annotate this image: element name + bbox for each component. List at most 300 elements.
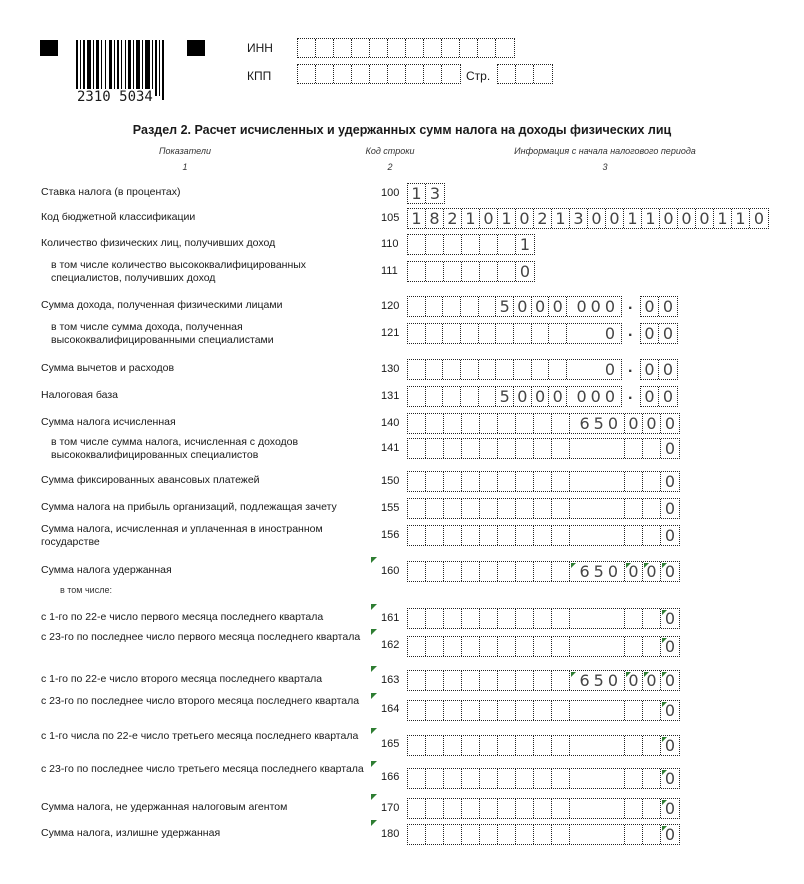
digit-cell[interactable]: 0	[549, 297, 567, 316]
value-field-162[interactable]	[407, 636, 680, 657]
digit-cell[interactable]	[643, 637, 661, 656]
digit-cell[interactable]: 1	[642, 209, 660, 228]
value-field-131[interactable]	[407, 386, 622, 407]
digit-cell[interactable]	[462, 736, 480, 755]
digit-cell[interactable]	[516, 609, 534, 628]
digit-cell[interactable]	[426, 701, 444, 720]
digit-cell[interactable]	[462, 671, 480, 690]
digit-cell[interactable]	[408, 637, 426, 656]
value-field-110[interactable]	[407, 234, 535, 255]
digit-cell[interactable]	[498, 472, 516, 491]
digit-cell[interactable]	[461, 297, 479, 316]
digit-cell[interactable]: 0	[625, 671, 643, 690]
digit-cell[interactable]	[480, 736, 498, 755]
digit-cell[interactable]	[480, 235, 498, 254]
digit-cell[interactable]	[643, 439, 661, 458]
digit-cell[interactable]	[479, 387, 497, 406]
value-field-166[interactable]	[407, 768, 680, 789]
digit-cell[interactable]	[426, 637, 444, 656]
digit-cell[interactable]	[498, 262, 516, 281]
digit-cell[interactable]	[424, 65, 442, 83]
digit-cell[interactable]	[516, 769, 534, 788]
digit-cell[interactable]: 0	[662, 387, 674, 406]
digit-cell[interactable]	[534, 825, 552, 844]
digit-cell[interactable]	[408, 414, 426, 433]
digit-cell[interactable]	[534, 736, 552, 755]
digit-cell[interactable]	[552, 439, 570, 458]
digit-cell[interactable]	[461, 360, 479, 379]
digit-cell[interactable]: 1	[408, 184, 426, 203]
digit-cell[interactable]: 0	[753, 209, 765, 228]
digit-cell[interactable]	[462, 769, 480, 788]
digit-cell[interactable]	[478, 39, 496, 57]
digit-cell[interactable]	[462, 562, 480, 581]
digit-cell[interactable]: 1	[552, 209, 570, 228]
digit-cell[interactable]	[480, 671, 498, 690]
digit-cell[interactable]	[479, 360, 497, 379]
digit-cell[interactable]	[460, 39, 478, 57]
digit-cell[interactable]	[406, 39, 424, 57]
value-field-120-kopecks[interactable]	[640, 296, 678, 317]
digit-cell[interactable]	[426, 262, 444, 281]
digit-cell[interactable]	[408, 360, 426, 379]
digit-cell[interactable]	[388, 65, 406, 83]
digit-cell[interactable]	[462, 499, 480, 518]
digit-cell[interactable]	[625, 701, 643, 720]
digit-cell[interactable]: 0	[664, 439, 676, 458]
digit-cell[interactable]	[625, 825, 643, 844]
digit-cell[interactable]	[516, 701, 534, 720]
digit-cell[interactable]	[444, 825, 462, 844]
digit-cell[interactable]	[480, 769, 498, 788]
digit-cell[interactable]	[534, 671, 552, 690]
value-field-130-kopecks[interactable]	[640, 359, 678, 380]
digit-cell[interactable]	[570, 637, 625, 656]
value-field-160[interactable]	[407, 561, 680, 582]
digit-cell[interactable]	[625, 769, 643, 788]
digit-cell[interactable]	[643, 769, 661, 788]
digit-cell[interactable]: 3	[429, 184, 441, 203]
digit-cell[interactable]	[643, 825, 661, 844]
value-field-155[interactable]	[407, 498, 680, 519]
digit-cell[interactable]	[498, 701, 516, 720]
digit-cell[interactable]	[426, 235, 444, 254]
digit-cell[interactable]	[444, 262, 462, 281]
digit-cell[interactable]	[479, 324, 497, 343]
digit-cell[interactable]	[552, 736, 570, 755]
digit-cell[interactable]	[534, 701, 552, 720]
digit-cell[interactable]	[516, 499, 534, 518]
digit-cell[interactable]	[426, 472, 444, 491]
digit-cell[interactable]	[643, 526, 661, 545]
digit-cell[interactable]: 0	[549, 387, 567, 406]
digit-cell[interactable]	[552, 609, 570, 628]
digit-cell[interactable]	[552, 499, 570, 518]
value-field-131-kopecks[interactable]	[640, 386, 678, 407]
digit-cell[interactable]	[516, 562, 534, 581]
digit-cell[interactable]: 3	[570, 209, 588, 228]
value-field-100[interactable]	[407, 183, 445, 204]
digit-cell[interactable]: 0	[514, 297, 532, 316]
value-field-105[interactable]	[407, 208, 769, 229]
digit-cell[interactable]: 000	[576, 387, 620, 406]
digit-cell[interactable]	[444, 472, 462, 491]
digit-cell[interactable]	[498, 609, 516, 628]
digit-cell[interactable]: 0	[662, 324, 674, 343]
digit-cell[interactable]	[516, 825, 534, 844]
digit-cell[interactable]: 1	[408, 209, 426, 228]
digit-cell[interactable]	[516, 65, 534, 83]
digit-cell[interactable]: 0	[480, 209, 498, 228]
digit-cell[interactable]	[498, 799, 516, 818]
digit-cell[interactable]	[462, 472, 480, 491]
value-field-156[interactable]	[407, 525, 680, 546]
digit-cell[interactable]	[426, 324, 444, 343]
digit-cell[interactable]	[516, 472, 534, 491]
digit-cell[interactable]	[552, 825, 570, 844]
digit-cell[interactable]	[514, 360, 532, 379]
digit-cell[interactable]	[408, 799, 426, 818]
digit-cell[interactable]: 0	[661, 637, 679, 656]
digit-cell[interactable]	[498, 671, 516, 690]
inn-field[interactable]	[297, 38, 515, 58]
digit-cell[interactable]: 1	[462, 209, 480, 228]
digit-cell[interactable]	[408, 324, 426, 343]
digit-cell[interactable]	[462, 235, 480, 254]
digit-cell[interactable]	[516, 799, 534, 818]
digit-cell[interactable]	[552, 701, 570, 720]
digit-cell[interactable]	[462, 609, 480, 628]
digit-cell[interactable]: 650	[570, 562, 625, 581]
digit-cell[interactable]	[570, 439, 625, 458]
digit-cell[interactable]	[444, 736, 462, 755]
digit-cell[interactable]	[424, 39, 442, 57]
digit-cell[interactable]	[643, 736, 661, 755]
digit-cell[interactable]	[462, 414, 480, 433]
digit-cell[interactable]: 0	[516, 209, 534, 228]
digit-cell[interactable]	[406, 65, 424, 83]
digit-cell[interactable]	[480, 414, 498, 433]
value-field-163[interactable]	[407, 670, 680, 691]
digit-cell[interactable]	[534, 499, 552, 518]
digit-cell[interactable]: 0	[661, 769, 679, 788]
digit-cell[interactable]	[570, 472, 625, 491]
digit-cell[interactable]: 0	[662, 360, 674, 379]
value-field-165[interactable]	[407, 735, 680, 756]
digit-cell[interactable]	[370, 65, 388, 83]
digit-cell[interactable]	[408, 439, 426, 458]
digit-cell[interactable]	[461, 324, 479, 343]
digit-cell[interactable]: 0	[661, 825, 679, 844]
digit-cell[interactable]	[625, 609, 643, 628]
digit-cell[interactable]	[408, 701, 426, 720]
digit-cell[interactable]	[480, 701, 498, 720]
digit-cell[interactable]	[534, 637, 552, 656]
digit-cell[interactable]	[534, 65, 552, 83]
digit-cell[interactable]	[408, 769, 426, 788]
digit-cell[interactable]	[388, 39, 406, 57]
digit-cell[interactable]: 0	[604, 360, 620, 379]
digit-cell[interactable]	[625, 637, 643, 656]
digit-cell[interactable]	[426, 297, 444, 316]
digit-cell[interactable]: 0	[661, 701, 679, 720]
digit-cell[interactable]	[498, 526, 516, 545]
digit-cell[interactable]	[298, 39, 316, 57]
digit-cell[interactable]	[461, 387, 479, 406]
digit-cell[interactable]: 0	[514, 387, 532, 406]
digit-cell[interactable]	[643, 609, 661, 628]
digit-cell[interactable]	[480, 799, 498, 818]
digit-cell[interactable]	[426, 360, 444, 379]
digit-cell[interactable]	[532, 360, 550, 379]
digit-cell[interactable]	[408, 297, 426, 316]
digit-cell[interactable]	[443, 297, 461, 316]
digit-cell[interactable]	[625, 439, 643, 458]
digit-cell[interactable]: 650	[570, 414, 625, 433]
digit-cell[interactable]	[480, 499, 498, 518]
digit-cell[interactable]	[498, 736, 516, 755]
digit-cell[interactable]	[570, 526, 625, 545]
digit-cell[interactable]	[426, 499, 444, 518]
value-field-180[interactable]	[407, 824, 680, 845]
digit-cell[interactable]: 0	[678, 209, 696, 228]
digit-cell[interactable]	[532, 324, 550, 343]
digit-cell[interactable]	[625, 472, 643, 491]
digit-cell[interactable]: 000	[576, 297, 620, 316]
digit-cell[interactable]	[408, 609, 426, 628]
digit-cell[interactable]	[480, 825, 498, 844]
digit-cell[interactable]	[316, 65, 334, 83]
digit-cell[interactable]	[443, 387, 461, 406]
digit-cell[interactable]	[516, 414, 534, 433]
digit-cell[interactable]	[625, 526, 643, 545]
digit-cell[interactable]	[480, 526, 498, 545]
digit-cell[interactable]: 1	[519, 235, 531, 254]
digit-cell[interactable]: 0	[662, 297, 674, 316]
digit-cell[interactable]: 0	[625, 414, 643, 433]
digit-cell[interactable]	[408, 526, 426, 545]
value-field-164[interactable]	[407, 700, 680, 721]
digit-cell[interactable]	[426, 799, 444, 818]
digit-cell[interactable]	[462, 701, 480, 720]
digit-cell[interactable]	[334, 39, 352, 57]
digit-cell[interactable]: 0	[625, 562, 643, 581]
digit-cell[interactable]	[625, 499, 643, 518]
digit-cell[interactable]	[444, 439, 462, 458]
digit-cell[interactable]	[462, 262, 480, 281]
digit-cell[interactable]	[570, 769, 625, 788]
digit-cell[interactable]: 1	[714, 209, 732, 228]
digit-cell[interactable]: 0	[661, 671, 679, 690]
digit-cell[interactable]	[552, 526, 570, 545]
digit-cell[interactable]	[625, 799, 643, 818]
digit-cell[interactable]	[370, 39, 388, 57]
digit-cell[interactable]: 0	[641, 360, 659, 379]
digit-cell[interactable]	[516, 736, 534, 755]
digit-cell[interactable]: 1	[624, 209, 642, 228]
digit-cell[interactable]	[549, 360, 567, 379]
digit-cell[interactable]: 8	[426, 209, 444, 228]
digit-cell[interactable]	[498, 637, 516, 656]
digit-cell[interactable]	[426, 736, 444, 755]
digit-cell[interactable]	[498, 562, 516, 581]
digit-cell[interactable]	[408, 671, 426, 690]
digit-cell[interactable]: 0	[641, 387, 659, 406]
digit-cell[interactable]: 0	[641, 324, 659, 343]
value-field-170[interactable]	[407, 798, 680, 819]
digit-cell[interactable]	[480, 562, 498, 581]
digit-cell[interactable]	[408, 235, 426, 254]
digit-cell[interactable]	[443, 324, 461, 343]
digit-cell[interactable]: 0	[641, 297, 659, 316]
digit-cell[interactable]	[462, 637, 480, 656]
digit-cell[interactable]	[570, 799, 625, 818]
digit-cell[interactable]: 0	[664, 499, 676, 518]
digit-cell[interactable]: 0	[664, 414, 676, 433]
digit-cell[interactable]	[643, 499, 661, 518]
digit-cell[interactable]: 0	[660, 209, 678, 228]
digit-cell[interactable]	[534, 769, 552, 788]
digit-cell[interactable]	[444, 769, 462, 788]
digit-cell[interactable]	[352, 39, 370, 57]
digit-cell[interactable]	[408, 825, 426, 844]
digit-cell[interactable]	[408, 472, 426, 491]
digit-cell[interactable]: 0	[661, 609, 679, 628]
digit-cell[interactable]: 0	[696, 209, 714, 228]
digit-cell[interactable]: 0	[661, 799, 679, 818]
digit-cell[interactable]: 0	[643, 671, 661, 690]
value-field-161[interactable]	[407, 608, 680, 629]
digit-cell[interactable]	[442, 65, 460, 83]
digit-cell[interactable]	[498, 769, 516, 788]
digit-cell[interactable]: 0	[604, 324, 620, 343]
digit-cell[interactable]	[462, 439, 480, 458]
digit-cell[interactable]	[408, 499, 426, 518]
digit-cell[interactable]	[534, 609, 552, 628]
value-field-120[interactable]	[407, 296, 622, 317]
digit-cell[interactable]	[480, 262, 498, 281]
digit-cell[interactable]	[534, 526, 552, 545]
digit-cell[interactable]	[408, 262, 426, 281]
digit-cell[interactable]	[534, 472, 552, 491]
digit-cell[interactable]	[496, 360, 514, 379]
digit-cell[interactable]: 0	[588, 209, 606, 228]
digit-cell[interactable]	[426, 769, 444, 788]
digit-cell[interactable]	[444, 414, 462, 433]
digit-cell[interactable]	[408, 736, 426, 755]
value-field-140[interactable]	[407, 413, 680, 434]
digit-cell[interactable]	[552, 562, 570, 581]
digit-cell[interactable]	[408, 387, 426, 406]
digit-cell[interactable]: 0	[643, 414, 661, 433]
digit-cell[interactable]	[426, 526, 444, 545]
digit-cell[interactable]	[552, 414, 570, 433]
digit-cell[interactable]	[534, 439, 552, 458]
digit-cell[interactable]	[426, 825, 444, 844]
digit-cell[interactable]	[444, 609, 462, 628]
digit-cell[interactable]	[479, 297, 497, 316]
digit-cell[interactable]	[462, 825, 480, 844]
page-number-field[interactable]	[497, 64, 553, 84]
digit-cell[interactable]: 1	[732, 209, 750, 228]
digit-cell[interactable]: 0	[661, 562, 679, 581]
digit-cell[interactable]	[442, 39, 460, 57]
value-field-121-kopecks[interactable]	[640, 323, 678, 344]
digit-cell[interactable]: 5	[496, 387, 514, 406]
digit-cell[interactable]	[643, 472, 661, 491]
digit-cell[interactable]	[514, 324, 532, 343]
value-field-150[interactable]	[407, 471, 680, 492]
digit-cell[interactable]	[480, 472, 498, 491]
digit-cell[interactable]	[534, 799, 552, 818]
digit-cell[interactable]: 2	[534, 209, 552, 228]
digit-cell[interactable]	[552, 472, 570, 491]
digit-cell[interactable]: 0	[606, 209, 624, 228]
digit-cell[interactable]	[516, 637, 534, 656]
digit-cell[interactable]	[625, 736, 643, 755]
digit-cell[interactable]	[498, 65, 516, 83]
digit-cell[interactable]	[570, 701, 625, 720]
digit-cell[interactable]: 0	[661, 736, 679, 755]
digit-cell[interactable]	[316, 39, 334, 57]
digit-cell[interactable]	[480, 609, 498, 628]
digit-cell[interactable]: 0	[532, 387, 550, 406]
digit-cell[interactable]	[426, 387, 444, 406]
digit-cell[interactable]	[498, 439, 516, 458]
value-field-121[interactable]	[407, 323, 622, 344]
digit-cell[interactable]: 650	[570, 671, 625, 690]
digit-cell[interactable]	[643, 799, 661, 818]
digit-cell[interactable]	[426, 609, 444, 628]
digit-cell[interactable]: 0	[664, 526, 676, 545]
digit-cell[interactable]: 0	[532, 297, 550, 316]
digit-cell[interactable]	[570, 609, 625, 628]
digit-cell[interactable]	[496, 39, 514, 57]
digit-cell[interactable]: 2	[444, 209, 462, 228]
digit-cell[interactable]	[534, 414, 552, 433]
digit-cell[interactable]	[552, 769, 570, 788]
value-field-141[interactable]	[407, 438, 680, 459]
digit-cell[interactable]	[480, 439, 498, 458]
digit-cell[interactable]	[496, 324, 514, 343]
digit-cell[interactable]	[498, 414, 516, 433]
digit-cell[interactable]	[516, 526, 534, 545]
digit-cell[interactable]	[408, 562, 426, 581]
digit-cell[interactable]	[552, 671, 570, 690]
value-field-130[interactable]	[407, 359, 622, 380]
digit-cell[interactable]: 5	[496, 297, 514, 316]
digit-cell[interactable]	[444, 799, 462, 818]
digit-cell[interactable]	[426, 671, 444, 690]
digit-cell[interactable]	[570, 825, 625, 844]
digit-cell[interactable]: 0	[519, 262, 531, 281]
digit-cell[interactable]	[426, 562, 444, 581]
digit-cell[interactable]	[444, 235, 462, 254]
kpp-field[interactable]	[297, 64, 461, 84]
digit-cell[interactable]	[444, 701, 462, 720]
digit-cell[interactable]	[444, 671, 462, 690]
digit-cell[interactable]	[498, 499, 516, 518]
digit-cell[interactable]	[552, 637, 570, 656]
digit-cell[interactable]	[498, 235, 516, 254]
digit-cell[interactable]	[534, 562, 552, 581]
digit-cell[interactable]	[462, 799, 480, 818]
digit-cell[interactable]	[426, 414, 444, 433]
digit-cell[interactable]: 0	[643, 562, 661, 581]
digit-cell[interactable]	[444, 526, 462, 545]
digit-cell[interactable]	[516, 439, 534, 458]
digit-cell[interactable]	[298, 65, 316, 83]
